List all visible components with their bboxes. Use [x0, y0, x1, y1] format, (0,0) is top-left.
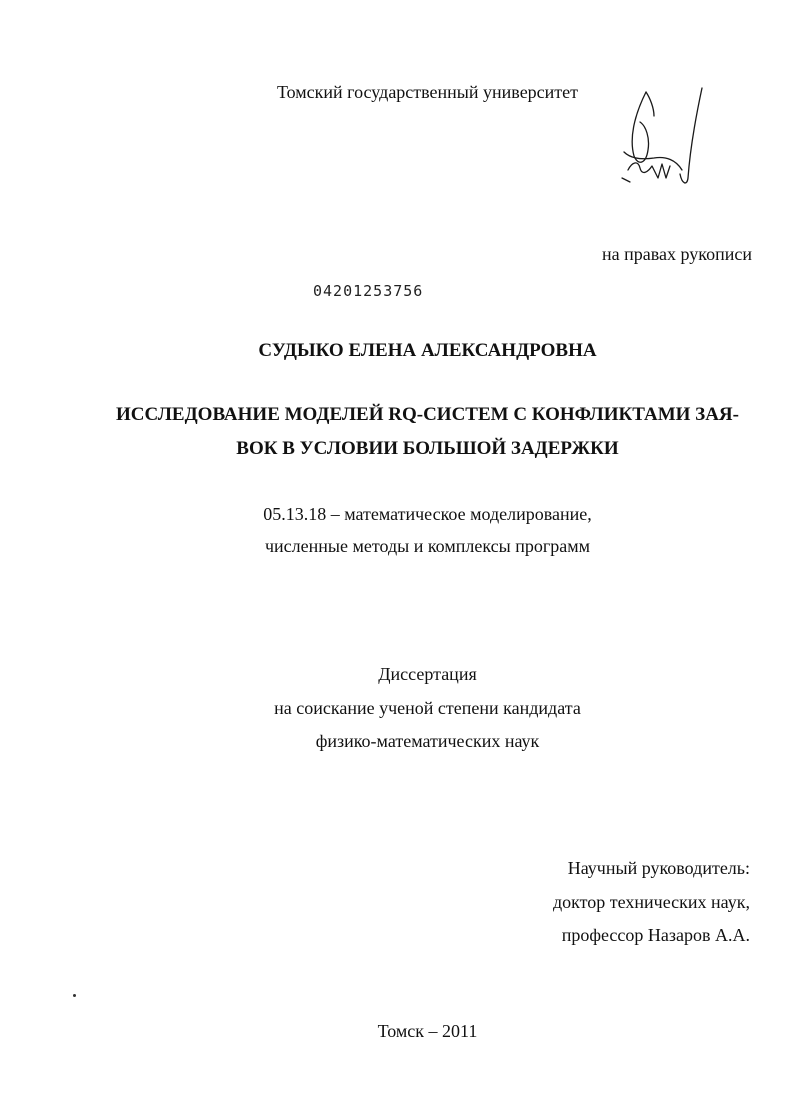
specialty-line-1: 05.13.18 – математическое моделирование, [263, 504, 592, 524]
registration-number: 04201253756 [313, 282, 424, 300]
degree-line-3: физико-математических наук [315, 731, 540, 751]
degree-line-1: Диссертация [378, 664, 477, 684]
city-year: Томск – 2011 [377, 1021, 478, 1041]
university-name: Томский государственный университет [276, 82, 579, 102]
advisor-name: профессор Назаров А.А. [561, 925, 750, 945]
advisor-degree: доктор технических наук, [553, 892, 750, 912]
degree-line-2: на соискание ученой степени кандидата [274, 698, 581, 718]
thesis-title-line-1: ИССЛЕДОВАНИЕ МОДЕЛЕЙ RQ-СИСТЕМ С КОНФЛИКТАМИ ЗАЯ- [116, 404, 739, 425]
scan-speck [73, 994, 76, 997]
author-name: СУДЫКО ЕЛЕНА АЛЕКСАНДРОВНА [258, 340, 597, 361]
thesis-title-line-2: ВОК В УСЛОВИИ БОЛЬШОЙ ЗАДЕРЖКИ [236, 438, 619, 459]
advisor-heading: Научный руководитель: [567, 858, 750, 878]
manuscript-note: на правах рукописи [602, 244, 752, 264]
specialty-line-2: численные методы и комплексы программ [264, 536, 591, 556]
handwritten-signature [610, 86, 720, 196]
